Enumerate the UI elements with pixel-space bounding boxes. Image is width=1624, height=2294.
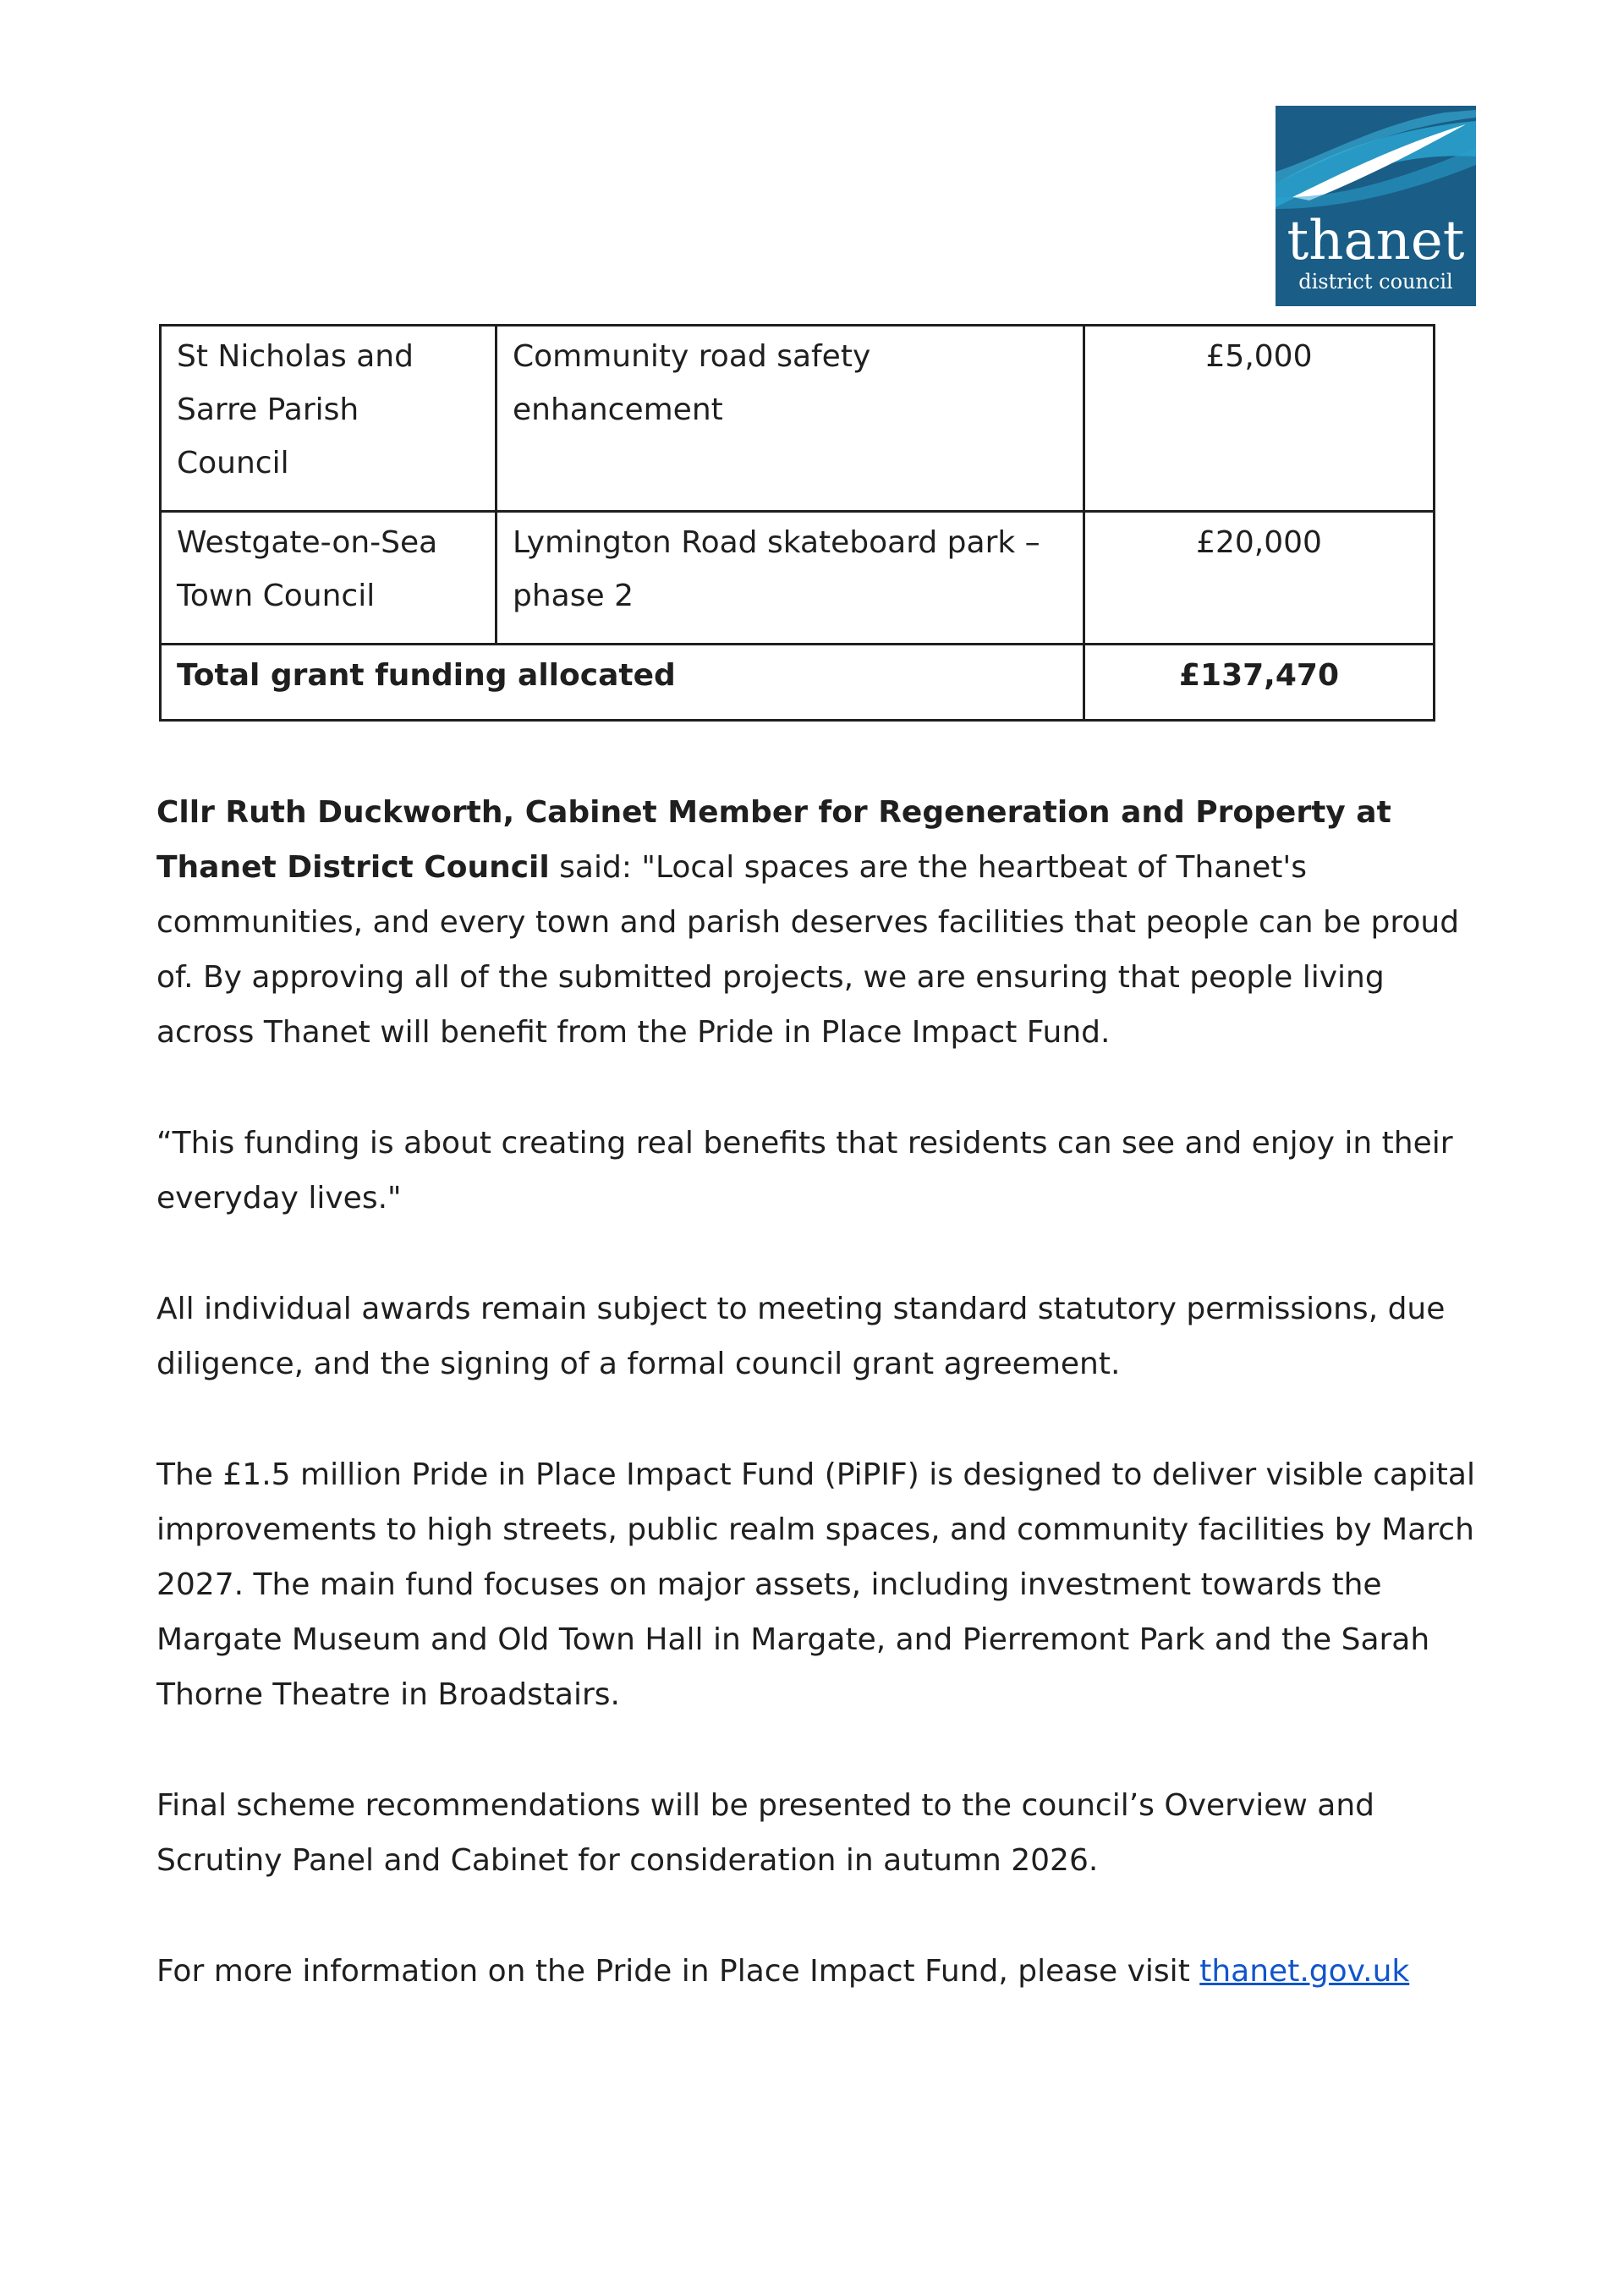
project-cell: Lymington Road skateboard park – phase 2 [497, 512, 1084, 645]
paragraph-funding-benefits: “This funding is about creating real benefits that residents can see and enjoy in their everyday lives." [156, 1126, 1453, 1216]
quote-speaker: Cllr Ruth Duckworth, Cabinet Member for Regeneration and Property at Thanet District Council [156, 795, 1391, 885]
article-body [156, 785, 1484, 2055]
thanet-logo [1276, 106, 1476, 306]
total-row [161, 645, 1435, 721]
total-label: Total grant funding allocated [161, 645, 1084, 721]
logo-wordmark: thanet [1287, 210, 1465, 272]
paragraph-more-info [156, 1944, 1484, 1999]
organisation-cell: Westgate-on-Sea Town Council [161, 512, 497, 645]
logo-subtitle: district council [1298, 270, 1453, 294]
more-info-text: For more information on the Pride in Place Impact Fund, please visit [156, 1954, 1200, 1989]
table-row [161, 512, 1435, 645]
grant-table [159, 324, 1435, 722]
total-amount: £137,470 [1084, 645, 1435, 721]
project-cell: Community road safety enhancement [497, 326, 1084, 512]
paragraph-recommendations: Final scheme recommendations will be presented to the council’s Overview and Scrutiny Panel and Cabinet for consideration in autumn 2026. [156, 1788, 1375, 1878]
amount-cell: £5,000 [1084, 326, 1435, 512]
thanet-website-link[interactable]: thanet.gov.uk [1199, 1954, 1410, 1989]
quote-paragraph [156, 785, 1484, 1060]
table-row [161, 326, 1435, 512]
amount-cell: £20,000 [1084, 512, 1435, 645]
organisation-cell: St Nicholas and Sarre Parish Council [161, 326, 497, 512]
quote-text: said: "Local spaces are the heartbeat of Thanet's communities, and every town and parish deserves facilities that people can be proud of. By approving all of the submitted projects, we are ensuring that people living across Thanet will benefit from the Pride in Place Impact Fund. [156, 850, 1460, 1050]
paragraph-fund-overview: The £1.5 million Pride in Place Impact Fund (PiPIF) is designed to deliver visible capital improvements to high streets, public realm spaces, and community facilities by March 2027. The main fund focuses on major assets, including investment towards the Margate Museum and Old Town Hall in Margate, and Pierremont Park and the Sarah Thorne Theatre in Broadstairs. [156, 1457, 1475, 1712]
paragraph-conditions: All individual awards remain subject to meeting standard statutory permissions, due diligence, and the signing of a formal council grant agreement. [156, 1292, 1446, 1381]
